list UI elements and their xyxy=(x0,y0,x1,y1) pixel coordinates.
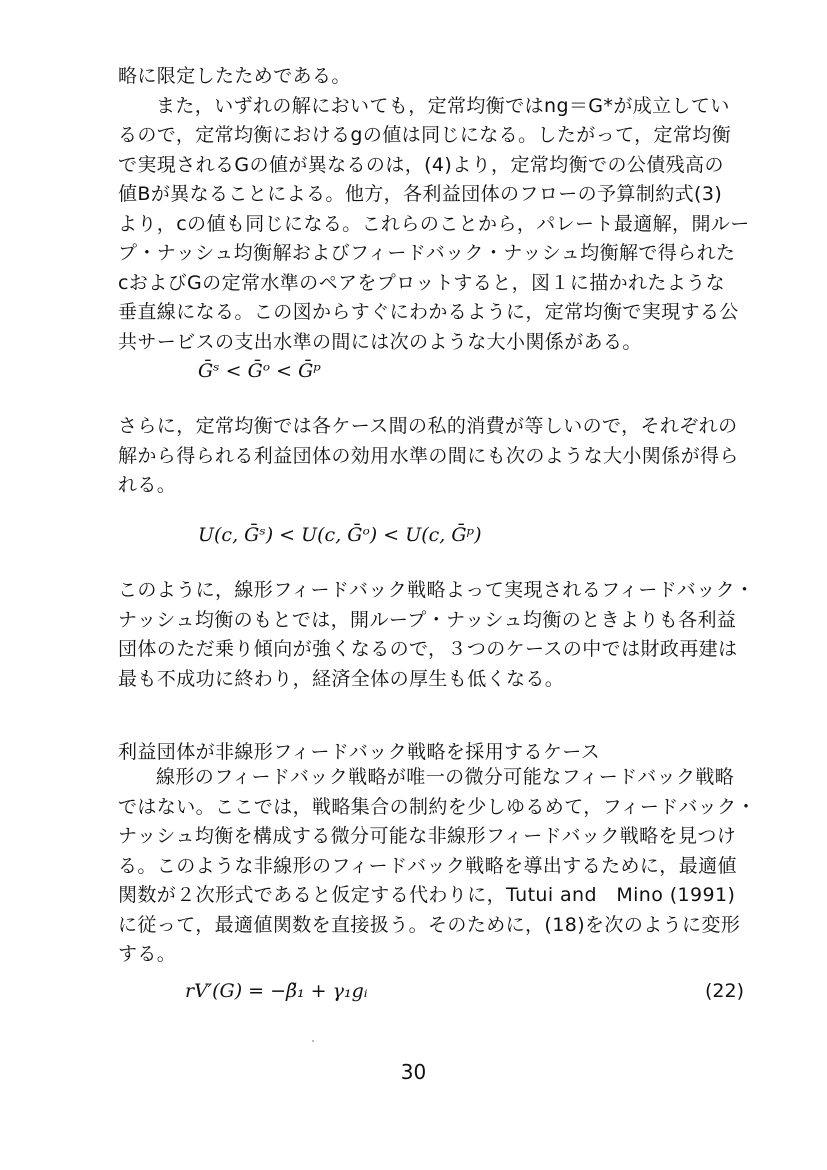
text-line: さらに，定常均衡では各ケース間の私的消費が等しいので，それぞれの xyxy=(118,415,738,437)
text-line: で実現されるGの値が異なるのは，(4)より，定常均衡での公債残高の xyxy=(118,153,724,176)
text-line: 最も不成功に終わり，経済全体の厚生も低くなる。 xyxy=(118,667,565,690)
text-line: 共サービスの支出水準の間には次のような大小関係がある。 xyxy=(118,330,642,353)
text-line: 略に限定したためである。 xyxy=(118,65,351,87)
section-heading: 利益団体が非線形フィードバック戦略を採用するケース xyxy=(118,741,601,763)
text-line: れる。 xyxy=(118,474,177,496)
equation-number: (22) xyxy=(705,980,745,1002)
text-line: プ・ナッシュ均衡解およびフィードバック・ナッシュ均衡解で得られた xyxy=(118,242,736,264)
text-line: 線形のフィードバック戦略が唯一の微分可能なフィードバック戦略 xyxy=(156,766,735,788)
paragraph-2 xyxy=(118,412,748,501)
inequality-equation-1: Ḡˢ < Ḡᵒ < Ḡᵖ xyxy=(198,360,321,382)
text-line: 解から得られる利益団体の効用水準の間にも次のような大小関係が得ら xyxy=(118,444,739,467)
text-line: このように，線形フィードバック戦略よって実現されるフィードバック・ xyxy=(118,579,755,601)
text-line: 関数が２次形式であると仮定する代わりに，Tutui and Mino (1991) xyxy=(118,884,736,906)
text-line: また，いずれの解においても，定常均衡ではng＝G*が成立してい xyxy=(156,94,730,117)
text-line: ではない。ここでは，戦略集合の制約を少しゆるめて，フィードバック・ xyxy=(118,795,756,818)
inequality-equation-2: U(c, Ḡˢ) < U(c, Ḡᵒ) < U(c, Ḡᵖ) xyxy=(198,524,482,546)
text-line: より，cの値も同じになる。これらのことから，パレート最適解，開ルー xyxy=(118,212,750,235)
equation-22: rV′(G) = −β̃₁ + γ₁gᵢ xyxy=(185,980,368,1002)
paragraph-1 xyxy=(118,62,748,357)
text-line: cおよびGの定常水準のペアをプロットすると，図１に描かれたような xyxy=(118,271,726,294)
text-line: に従って，最適値関数を直接扱う。そのために，(18)を次のように変形 xyxy=(118,913,741,936)
page-number: 30 xyxy=(400,1060,427,1084)
text-line: るので，定常均衡におけるgの値は同じになる。したがって，定常均衡 xyxy=(118,124,732,146)
paragraph-4 xyxy=(118,763,756,970)
text-line: 値Bが異なることによる。他方，各利益団体のフローの予算制約式(3) xyxy=(118,183,723,205)
scan-speck xyxy=(312,1040,314,1042)
text-line: ナッシュ均衡のもとでは，開ループ・ナッシュ均衡のときよりも各利益 xyxy=(118,608,737,631)
text-line: る。このような非線形のフィードバック戦略を導出するために，最適値 xyxy=(118,854,737,877)
text-line: 垂直線になる。この図からすぐにわかるように，定常均衡で実現する公 xyxy=(118,301,739,323)
paragraph-3 xyxy=(118,576,755,694)
text-line: ナッシュ均衡を構成する微分可能な非線形フィードバック戦略を見つけ xyxy=(118,825,737,847)
text-line: 団体のただ乗り傾向が強くなるので，３つのケースの中では財政再建は xyxy=(118,638,738,660)
text-line: する。 xyxy=(118,943,177,965)
